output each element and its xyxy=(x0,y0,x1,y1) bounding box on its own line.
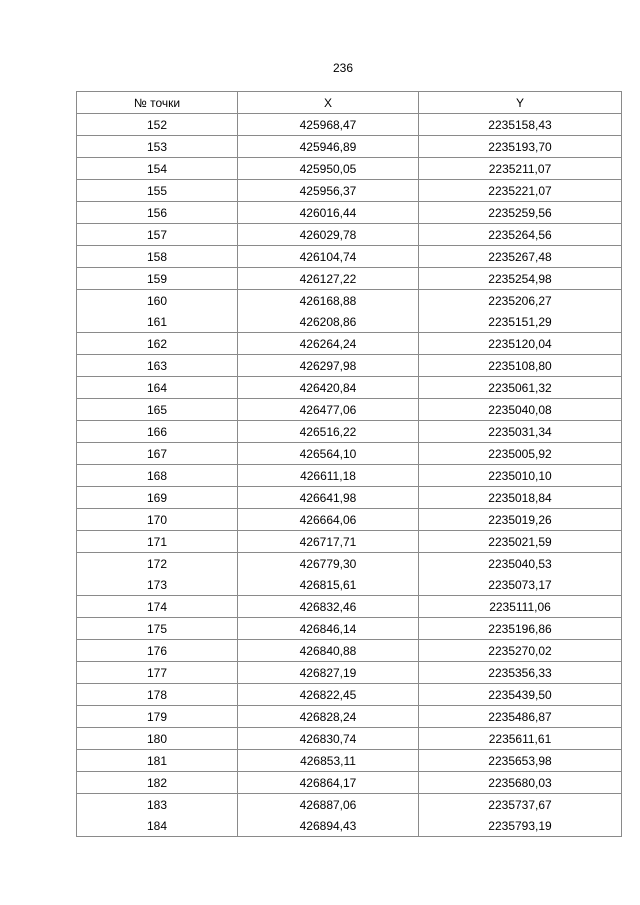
column-header-y: Y xyxy=(419,92,622,114)
cell-x: 426016,44 xyxy=(238,202,419,224)
cell-y: 2235653,98 xyxy=(419,750,622,772)
cell-point-number: 159 xyxy=(77,268,238,290)
cell-x: 426641,98 xyxy=(238,487,419,509)
table-row xyxy=(77,750,622,772)
cell-point-number: 169 xyxy=(77,487,238,509)
cell-y: 2235221,07 xyxy=(419,180,622,202)
table-row xyxy=(77,531,622,553)
cell-y: 2235018,84 xyxy=(419,487,622,509)
cell-y: 2235259,56 xyxy=(419,202,622,224)
cell-point-number: 173 xyxy=(77,574,238,596)
table-row xyxy=(77,618,622,640)
cell-point-number: 160 xyxy=(77,290,238,312)
cell-point-number: 166 xyxy=(77,421,238,443)
cell-point-number: 153 xyxy=(77,136,238,158)
cell-point-number: 165 xyxy=(77,399,238,421)
cell-point-number: 177 xyxy=(77,662,238,684)
table-row xyxy=(77,684,622,706)
cell-x: 426127,22 xyxy=(238,268,419,290)
coordinates-table xyxy=(76,91,622,837)
cell-y: 2235061,32 xyxy=(419,377,622,399)
cell-point-number: 183 xyxy=(77,794,238,816)
cell-y: 2235120,04 xyxy=(419,333,622,355)
cell-y: 2235611,61 xyxy=(419,728,622,750)
cell-x: 426827,19 xyxy=(238,662,419,684)
column-header-point-number: № точки xyxy=(77,92,238,114)
cell-y: 2235019,26 xyxy=(419,509,622,531)
table-row xyxy=(77,815,622,837)
cell-x: 426516,22 xyxy=(238,421,419,443)
table-row xyxy=(77,772,622,794)
cell-x: 426564,10 xyxy=(238,443,419,465)
cell-x: 426420,84 xyxy=(238,377,419,399)
cell-x: 426840,88 xyxy=(238,640,419,662)
cell-x: 426853,11 xyxy=(238,750,419,772)
cell-y: 2235270,02 xyxy=(419,640,622,662)
cell-point-number: 168 xyxy=(77,465,238,487)
table-row xyxy=(77,158,622,180)
cell-point-number: 176 xyxy=(77,640,238,662)
cell-y: 2235206,27 xyxy=(419,290,622,312)
table-row xyxy=(77,728,622,750)
cell-y: 2235439,50 xyxy=(419,684,622,706)
cell-y: 2235211,07 xyxy=(419,158,622,180)
cell-y: 2235264,56 xyxy=(419,224,622,246)
table-row xyxy=(77,596,622,618)
cell-point-number: 156 xyxy=(77,202,238,224)
table-row xyxy=(77,574,622,596)
cell-x: 426168,88 xyxy=(238,290,419,312)
table-row xyxy=(77,136,622,158)
table-row xyxy=(77,224,622,246)
cell-x: 426477,06 xyxy=(238,399,419,421)
cell-y: 2235356,33 xyxy=(419,662,622,684)
table-row xyxy=(77,202,622,224)
cell-y: 2235031,34 xyxy=(419,421,622,443)
cell-y: 2235021,59 xyxy=(419,531,622,553)
cell-y: 2235193,70 xyxy=(419,136,622,158)
cell-y: 2235108,80 xyxy=(419,355,622,377)
cell-x: 426104,74 xyxy=(238,246,419,268)
cell-y: 2235267,48 xyxy=(419,246,622,268)
cell-point-number: 172 xyxy=(77,553,238,575)
cell-point-number: 180 xyxy=(77,728,238,750)
table-row xyxy=(77,290,622,312)
table-row xyxy=(77,794,622,816)
cell-y: 2235005,92 xyxy=(419,443,622,465)
cell-x: 426208,86 xyxy=(238,311,419,333)
cell-x: 426828,24 xyxy=(238,706,419,728)
cell-point-number: 161 xyxy=(77,311,238,333)
cell-point-number: 158 xyxy=(77,246,238,268)
cell-x: 426846,14 xyxy=(238,618,419,640)
cell-point-number: 178 xyxy=(77,684,238,706)
cell-x: 425946,89 xyxy=(238,136,419,158)
table-row xyxy=(77,114,622,136)
cell-point-number: 182 xyxy=(77,772,238,794)
table-row xyxy=(77,706,622,728)
cell-point-number: 157 xyxy=(77,224,238,246)
cell-point-number: 163 xyxy=(77,355,238,377)
cell-point-number: 175 xyxy=(77,618,238,640)
table-row xyxy=(77,662,622,684)
cell-y: 2235073,17 xyxy=(419,574,622,596)
cell-point-number: 152 xyxy=(77,114,238,136)
cell-x: 425950,05 xyxy=(238,158,419,180)
cell-y: 2235040,08 xyxy=(419,399,622,421)
cell-point-number: 162 xyxy=(77,333,238,355)
cell-x: 426779,30 xyxy=(238,553,419,575)
cell-point-number: 167 xyxy=(77,443,238,465)
cell-y: 2235680,03 xyxy=(419,772,622,794)
table-row xyxy=(77,377,622,399)
cell-x: 426029,78 xyxy=(238,224,419,246)
table-row xyxy=(77,443,622,465)
cell-y: 2235158,43 xyxy=(419,114,622,136)
cell-x: 426717,71 xyxy=(238,531,419,553)
table-row xyxy=(77,553,622,575)
table-row xyxy=(77,509,622,531)
table-row xyxy=(77,311,622,333)
cell-y: 2235737,67 xyxy=(419,794,622,816)
cell-x: 426887,06 xyxy=(238,794,419,816)
cell-point-number: 170 xyxy=(77,509,238,531)
table-row xyxy=(77,180,622,202)
cell-y: 2235010,10 xyxy=(419,465,622,487)
cell-point-number: 174 xyxy=(77,596,238,618)
cell-point-number: 171 xyxy=(77,531,238,553)
cell-point-number: 181 xyxy=(77,750,238,772)
table-row xyxy=(77,399,622,421)
table-row xyxy=(77,487,622,509)
cell-x: 425968,47 xyxy=(238,114,419,136)
cell-y: 2235793,19 xyxy=(419,815,622,837)
table-row xyxy=(77,268,622,290)
cell-y: 2235151,29 xyxy=(419,311,622,333)
cell-x: 426611,18 xyxy=(238,465,419,487)
cell-point-number: 164 xyxy=(77,377,238,399)
cell-point-number: 154 xyxy=(77,158,238,180)
page-number: 236 xyxy=(332,61,354,75)
cell-x: 425956,37 xyxy=(238,180,419,202)
cell-x: 426664,06 xyxy=(238,509,419,531)
cell-y: 2235254,98 xyxy=(419,268,622,290)
table-row xyxy=(77,246,622,268)
cell-x: 426830,74 xyxy=(238,728,419,750)
cell-y: 2235111,06 xyxy=(419,596,622,618)
column-header-x: X xyxy=(238,92,419,114)
cell-x: 426297,98 xyxy=(238,355,419,377)
table-row xyxy=(77,465,622,487)
cell-point-number: 184 xyxy=(77,815,238,837)
table-row xyxy=(77,333,622,355)
cell-x: 426264,24 xyxy=(238,333,419,355)
table-row xyxy=(77,640,622,662)
cell-point-number: 179 xyxy=(77,706,238,728)
table-row xyxy=(77,421,622,443)
cell-x: 426832,46 xyxy=(238,596,419,618)
cell-x: 426864,17 xyxy=(238,772,419,794)
table-row xyxy=(77,355,622,377)
cell-point-number: 155 xyxy=(77,180,238,202)
cell-y: 2235486,87 xyxy=(419,706,622,728)
cell-x: 426822,45 xyxy=(238,684,419,706)
cell-y: 2235040,53 xyxy=(419,553,622,575)
table-header-row xyxy=(77,92,622,114)
cell-y: 2235196,86 xyxy=(419,618,622,640)
cell-x: 426894,43 xyxy=(238,815,419,837)
cell-x: 426815,61 xyxy=(238,574,419,596)
